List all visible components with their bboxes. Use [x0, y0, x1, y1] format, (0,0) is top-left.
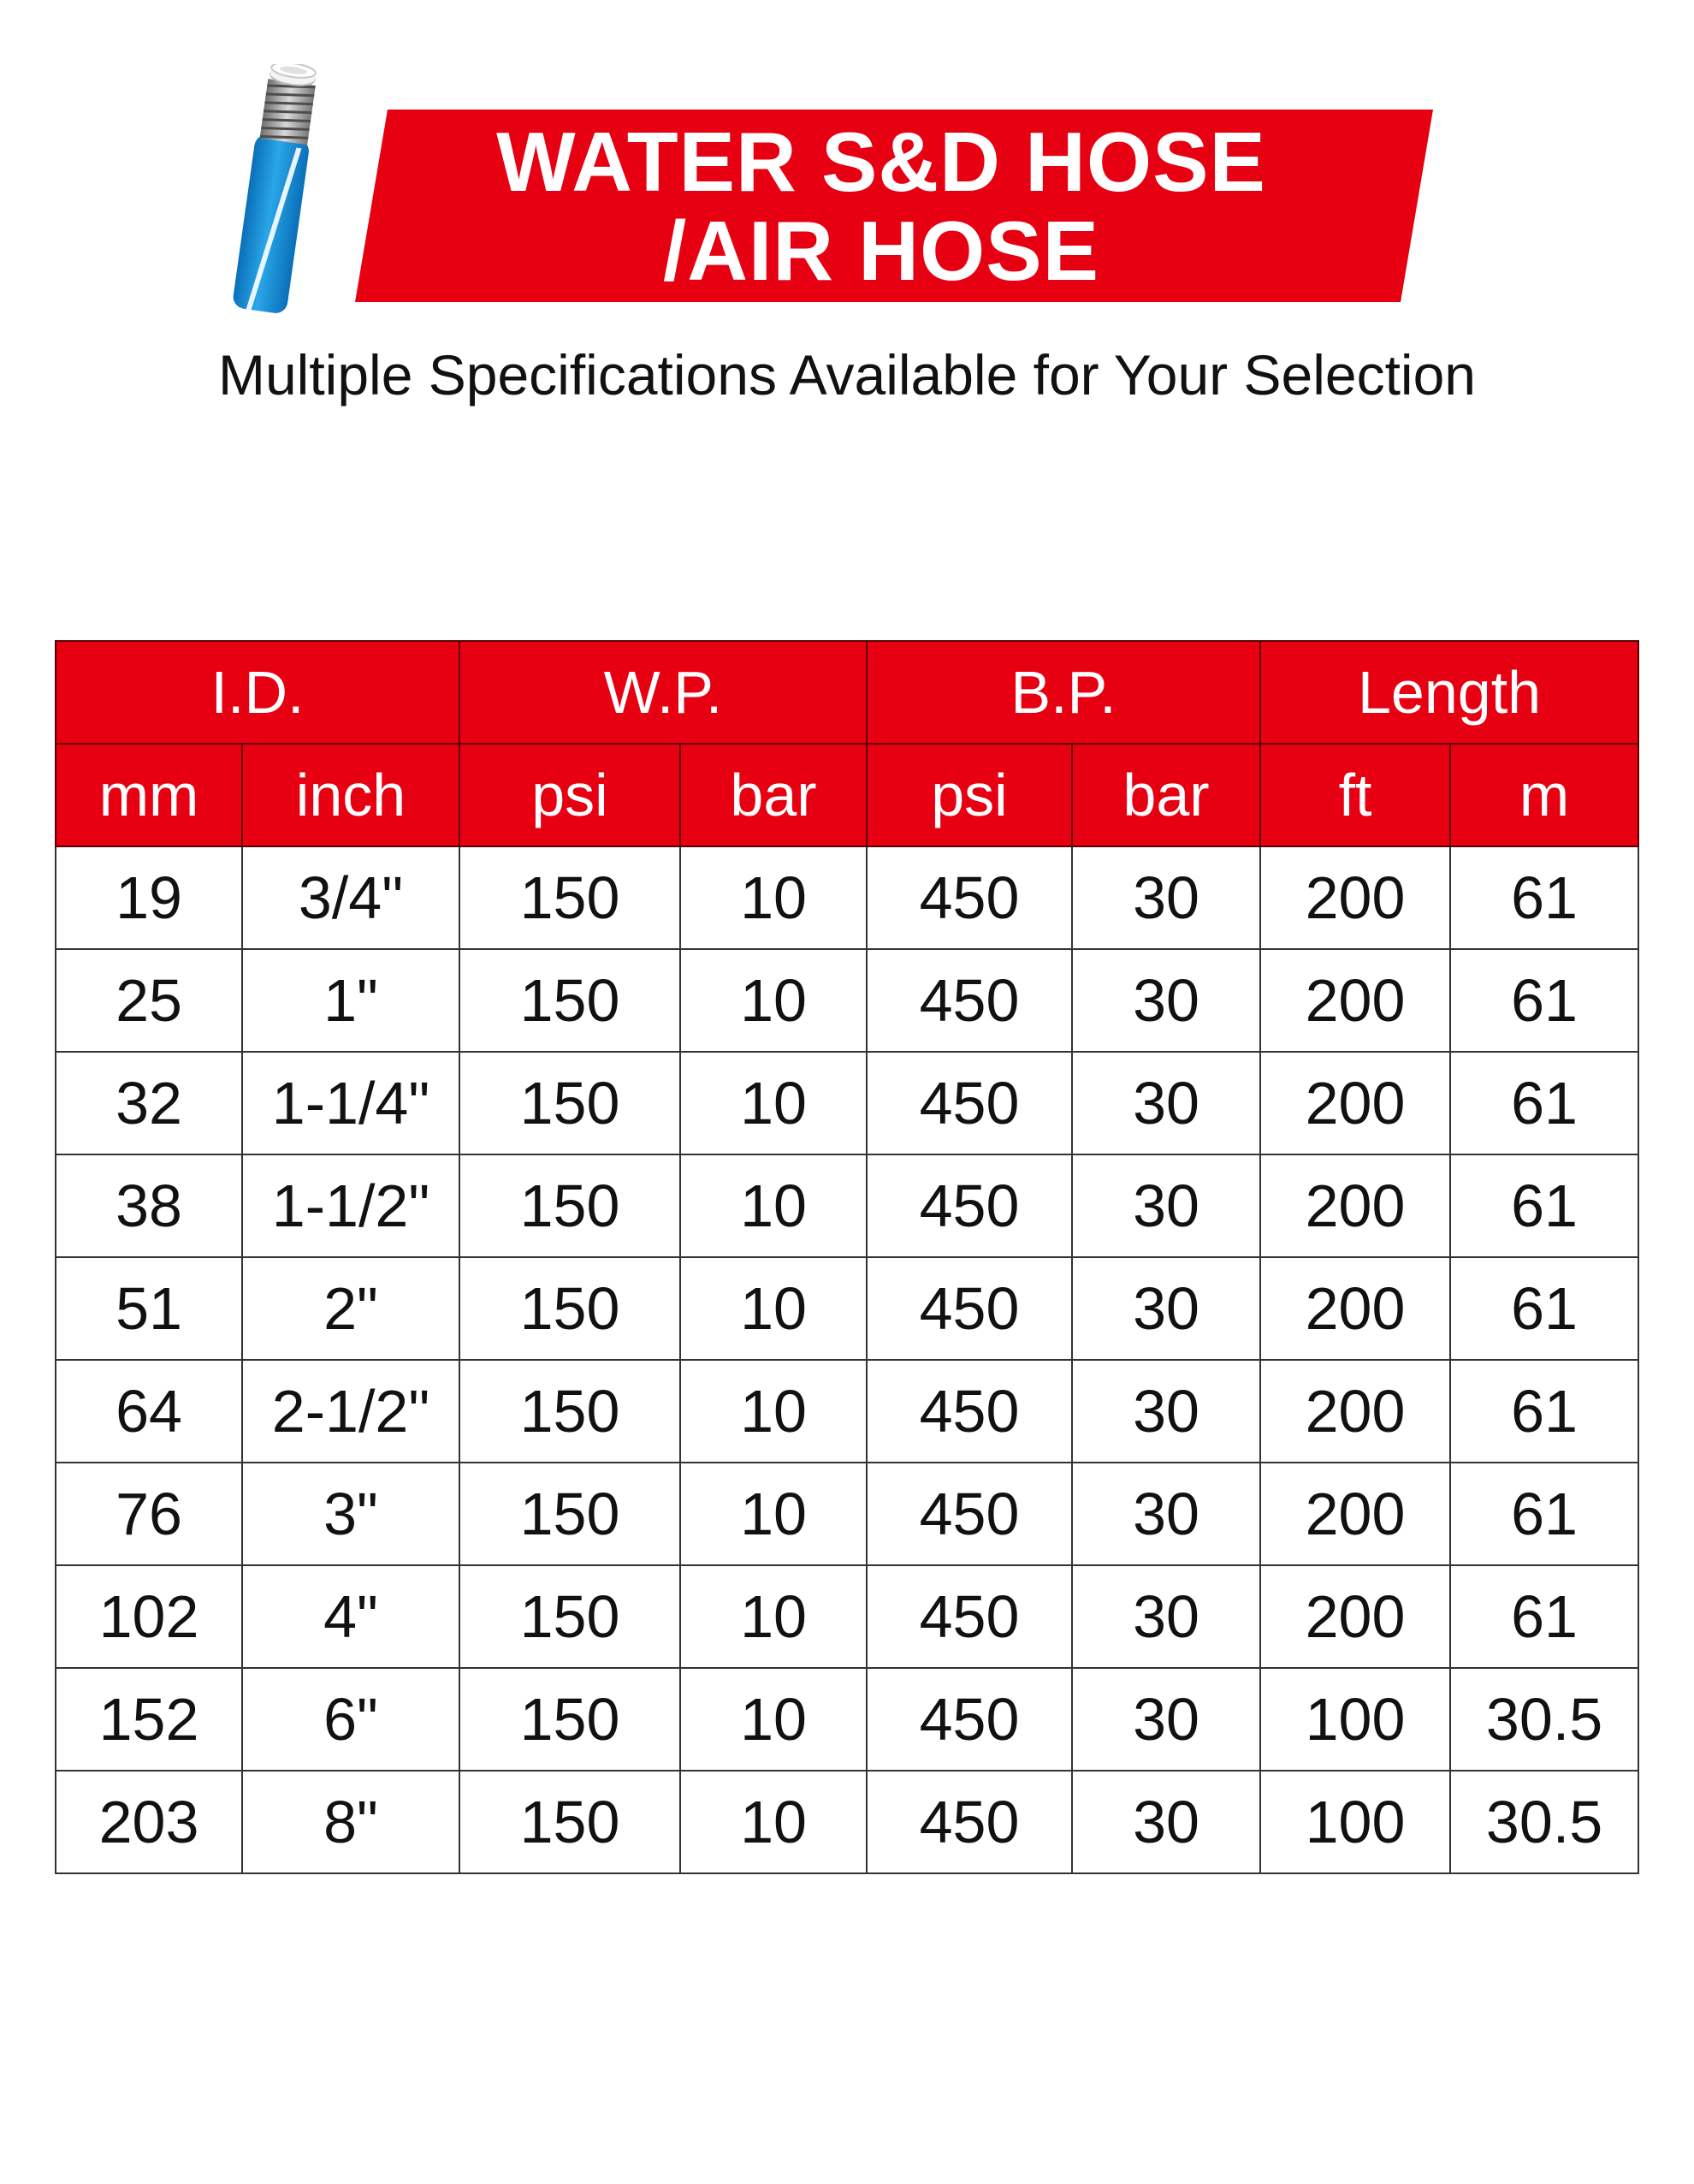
- unit-header-inch: inch: [242, 744, 459, 846]
- table-row: [56, 1257, 1638, 1360]
- cell-id-mm: 152: [56, 1668, 242, 1771]
- cell-wp-bar: 10: [680, 1052, 867, 1154]
- cell-length-m: 61: [1450, 1257, 1638, 1360]
- cell-bp-bar: 30: [1072, 1257, 1260, 1360]
- cell-bp-bar: 30: [1072, 846, 1260, 949]
- cell-id-mm: 38: [56, 1154, 242, 1257]
- cell-id-inch: 2": [242, 1257, 459, 1360]
- group-header-length: Length: [1260, 641, 1638, 744]
- cell-wp-psi: 150: [459, 1257, 680, 1360]
- cell-id-mm: 76: [56, 1463, 242, 1565]
- cell-id-mm: 203: [56, 1771, 242, 1873]
- cell-bp-bar: 30: [1072, 1360, 1260, 1463]
- cell-wp-psi: 150: [459, 1565, 680, 1668]
- unit-header-m: m: [1450, 744, 1638, 846]
- cell-wp-bar: 10: [680, 1771, 867, 1873]
- cell-bp-bar: 30: [1072, 1771, 1260, 1873]
- cell-bp-bar: 30: [1072, 949, 1260, 1052]
- table-row: [56, 949, 1638, 1052]
- cell-length-ft: 200: [1260, 1360, 1450, 1463]
- cell-length-ft: 200: [1260, 846, 1450, 949]
- page-title: [355, 110, 1407, 302]
- cell-id-inch: 1-1/2": [242, 1154, 459, 1257]
- cell-bp-psi: 450: [867, 949, 1072, 1052]
- cell-bp-psi: 450: [867, 1052, 1072, 1154]
- group-header-bp: B.P.: [867, 641, 1260, 744]
- cell-bp-psi: 450: [867, 1463, 1072, 1565]
- cell-length-ft: 200: [1260, 1565, 1450, 1668]
- cell-length-m: 61: [1450, 1565, 1638, 1668]
- cell-bp-psi: 450: [867, 1668, 1072, 1771]
- cell-id-inch: 1-1/4": [242, 1052, 459, 1154]
- cell-wp-psi: 150: [459, 1052, 680, 1154]
- cell-bp-psi: 450: [867, 1360, 1072, 1463]
- unit-header-wp-bar: bar: [680, 744, 867, 846]
- cell-wp-psi: 150: [459, 1668, 680, 1771]
- cell-wp-bar: 10: [680, 1257, 867, 1360]
- spec-table-body: [56, 846, 1638, 1873]
- cell-id-mm: 25: [56, 949, 242, 1052]
- cell-bp-bar: 30: [1072, 1463, 1260, 1565]
- subtitle: Multiple Specifications Available for Your Selection: [217, 343, 1476, 407]
- cell-wp-psi: 150: [459, 1463, 680, 1565]
- cell-length-m: 61: [1450, 846, 1638, 949]
- group-header-wp: W.P.: [459, 641, 867, 744]
- cell-wp-bar: 10: [680, 1360, 867, 1463]
- cell-wp-bar: 10: [680, 1668, 867, 1771]
- table-row: [56, 1668, 1638, 1771]
- unit-header-bp-bar: bar: [1072, 744, 1260, 846]
- table-row: [56, 1360, 1638, 1463]
- spec-table: [55, 640, 1639, 1874]
- cell-length-m: 61: [1450, 1463, 1638, 1565]
- cell-wp-psi: 150: [459, 949, 680, 1052]
- cell-length-m: 61: [1450, 1154, 1638, 1257]
- cell-length-m: 30.5: [1450, 1668, 1638, 1771]
- table-row: [56, 1052, 1638, 1154]
- table-row: [56, 846, 1638, 949]
- cell-id-inch: 3/4": [242, 846, 459, 949]
- cell-id-mm: 64: [56, 1360, 242, 1463]
- cell-id-inch: 3": [242, 1463, 459, 1565]
- cell-length-ft: 200: [1260, 1257, 1450, 1360]
- cell-length-ft: 200: [1260, 1052, 1450, 1154]
- cell-wp-psi: 150: [459, 1771, 680, 1873]
- cell-wp-psi: 150: [459, 1360, 680, 1463]
- cell-length-m: 61: [1450, 1360, 1638, 1463]
- cell-bp-psi: 450: [867, 1565, 1072, 1668]
- cell-wp-bar: 10: [680, 949, 867, 1052]
- cell-bp-psi: 450: [867, 1154, 1072, 1257]
- group-header-id: I.D.: [56, 641, 459, 744]
- unit-header-wp-psi: psi: [459, 744, 680, 846]
- cell-bp-bar: 30: [1072, 1154, 1260, 1257]
- cell-wp-bar: 10: [680, 1463, 867, 1565]
- cell-id-inch: 1": [242, 949, 459, 1052]
- cell-id-mm: 51: [56, 1257, 242, 1360]
- cell-length-ft: 200: [1260, 1154, 1450, 1257]
- cell-length-ft: 200: [1260, 949, 1450, 1052]
- cell-bp-bar: 30: [1072, 1565, 1260, 1668]
- table-row: [56, 1463, 1638, 1565]
- table-row: [56, 1154, 1638, 1257]
- cell-length-m: 61: [1450, 1052, 1638, 1154]
- cell-id-mm: 32: [56, 1052, 242, 1154]
- cell-id-mm: 102: [56, 1565, 242, 1668]
- cell-id-mm: 19: [56, 846, 242, 949]
- cell-length-m: 61: [1450, 949, 1638, 1052]
- cell-length-ft: 100: [1260, 1771, 1450, 1873]
- unit-header-ft: ft: [1260, 744, 1450, 846]
- cell-wp-bar: 10: [680, 846, 867, 949]
- cell-length-ft: 200: [1260, 1463, 1450, 1565]
- cell-length-m: 30.5: [1450, 1771, 1638, 1873]
- table-row: [56, 1771, 1638, 1873]
- cell-bp-psi: 450: [867, 1257, 1072, 1360]
- title-line-2: /AIR HOSE: [663, 203, 1099, 298]
- group-header-row: [56, 641, 1638, 744]
- unit-header-mm: mm: [56, 744, 242, 846]
- cell-id-inch: 8": [242, 1771, 459, 1873]
- cell-bp-bar: 30: [1072, 1052, 1260, 1154]
- cell-wp-psi: 150: [459, 1154, 680, 1257]
- cell-wp-bar: 10: [680, 1565, 867, 1668]
- cell-id-inch: 4": [242, 1565, 459, 1668]
- unit-header-bp-psi: psi: [867, 744, 1072, 846]
- cell-bp-bar: 30: [1072, 1668, 1260, 1771]
- cell-length-ft: 100: [1260, 1668, 1450, 1771]
- cell-wp-psi: 150: [459, 846, 680, 949]
- cell-id-inch: 2-1/2": [242, 1360, 459, 1463]
- cell-wp-bar: 10: [680, 1154, 867, 1257]
- cell-id-inch: 6": [242, 1668, 459, 1771]
- title-line-1: WATER S&D HOSE: [496, 114, 1266, 209]
- unit-header-row: [56, 744, 1638, 846]
- cell-bp-psi: 450: [867, 846, 1072, 949]
- cell-bp-psi: 450: [867, 1771, 1072, 1873]
- hose-icon: [218, 64, 338, 321]
- table-row: [56, 1565, 1638, 1668]
